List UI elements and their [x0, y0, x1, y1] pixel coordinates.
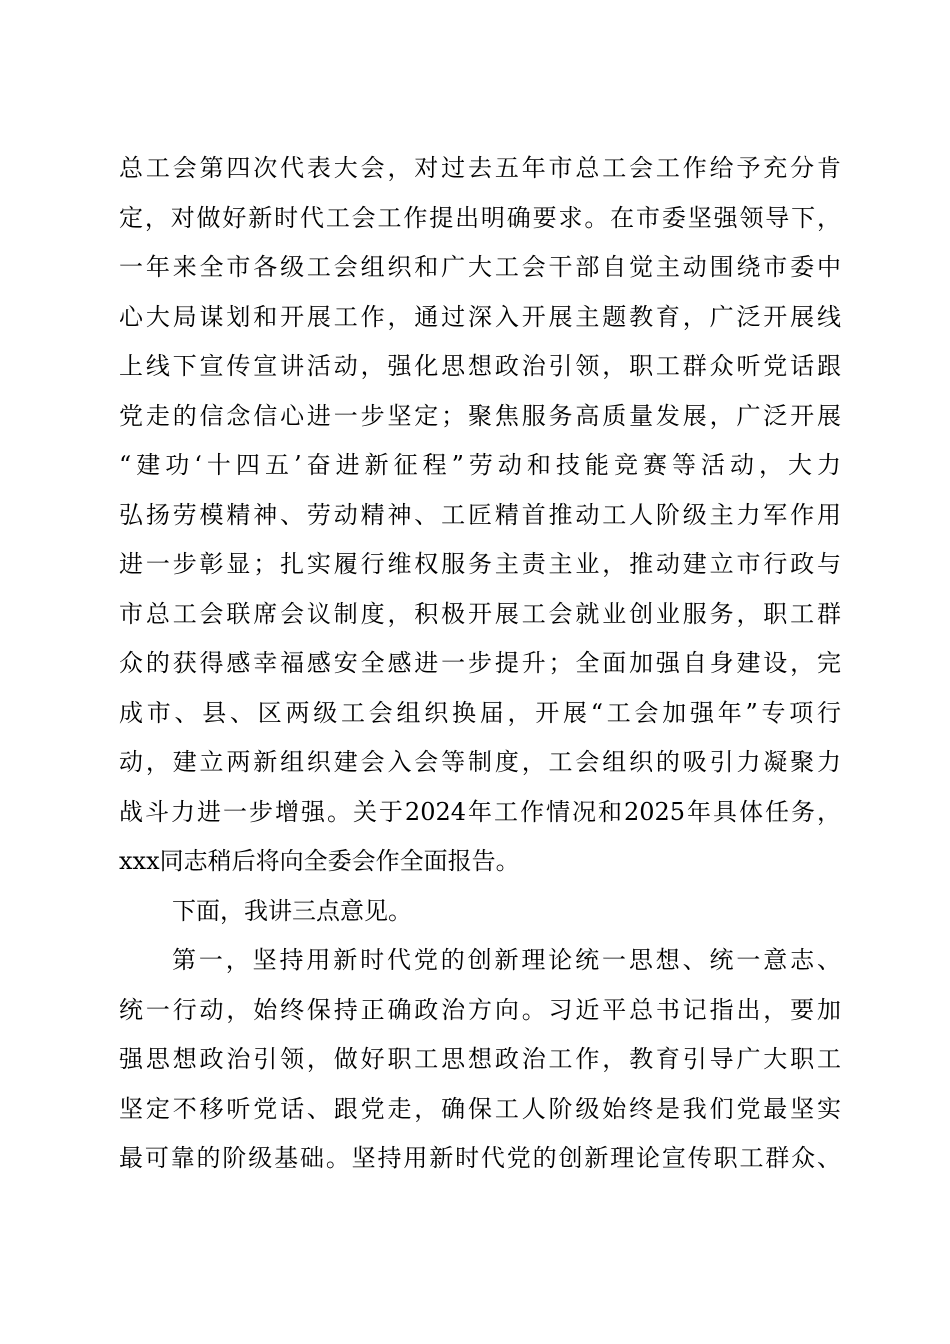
text-line: 党走的信念信心进一步坚定；聚焦服务高质量发展，广泛开展 — [119, 401, 841, 430]
text-line: 战斗力进一步增强。关于2024年工作情况和2025年具体任务， — [119, 797, 841, 826]
text-line: 总工会第四次代表大会，对过去五年市总工会工作给予充分肯 — [119, 154, 841, 182]
text-line: “建功‘十四五’奋进新征程”劳动和技能竞赛等活动，大力 — [119, 451, 841, 479]
text-line: 强思想政治引领，做好职工思想政治工作，教育引导广大职工 — [119, 1045, 841, 1073]
paragraph-start-line: 第一，坚持用新时代党的创新理论统一思想、统一意志、 — [172, 946, 841, 974]
text-line: 弘扬劳模精神、劳动精神、工匠精首推动工人阶级主力军作用 — [119, 500, 841, 529]
text-line: 成市、县、区两级工会组织换届，开展“工会加强年”专项行 — [119, 698, 841, 727]
paragraph-start-line: 下面，我讲三点意见。 — [172, 896, 412, 925]
text-line: 上线下宣传宣讲活动，强化思想政治引领，职工群众听党话跟 — [119, 352, 841, 380]
text-line: 进一步彰显；扎实履行维权服务主责主业，推动建立市行政与 — [119, 550, 841, 578]
text-line: 市总工会联席会议制度，积极开展工会就业创业服务，职工群 — [119, 599, 841, 628]
text-line: 统一行动，始终保持正确政治方向。习近平总书记指出，要加 — [119, 995, 841, 1024]
text-line: 定，对做好新时代工会工作提出明确要求。在市委坚强领导下， — [119, 203, 841, 232]
body-text — [119, 144, 841, 1184]
text-line: 众的获得感幸福感安全感进一步提升；全面加强自身建设，完 — [119, 649, 841, 677]
text-line: xxx同志稍后将向全委会作全面报告。 — [119, 847, 520, 875]
text-line: 心大局谋划和开展工作，通过深入开展主题教育，广泛开展线 — [119, 302, 841, 331]
text-line: 动，建立两新组织建会入会等制度，工会组织的吸引力凝聚力 — [119, 748, 841, 776]
text-line: 坚定不移听党话、跟党走，确保工人阶级始终是我们党最坚实 — [119, 1094, 841, 1123]
text-line: 一年来全市各级工会组织和广大工会干部自觉主动围绕市委中 — [119, 253, 841, 281]
text-line: 最可靠的阶级基础。坚持用新时代党的创新理论宣传职工群众、 — [119, 1144, 841, 1172]
